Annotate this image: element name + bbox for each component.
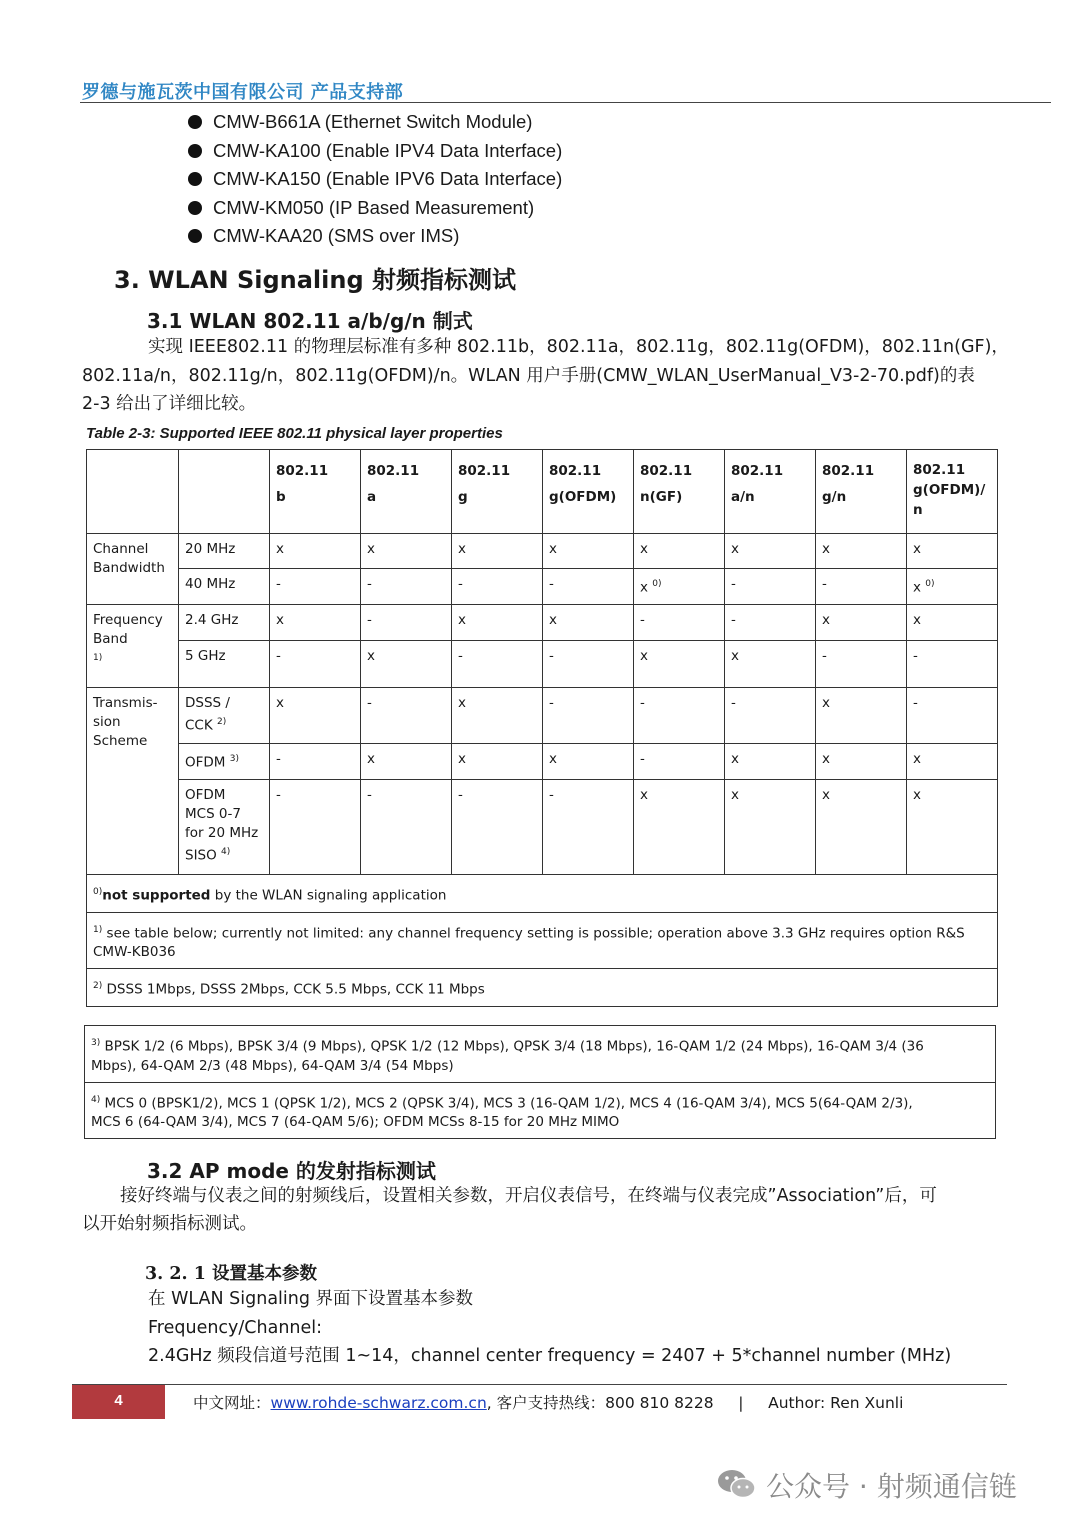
- group-label-frequency: Frequency Band $^{1)}$: [87, 605, 179, 688]
- list-item: CMW-B661A (Ethernet Switch Module): [188, 108, 562, 137]
- section-3-2-paragraph-line-2: 以开始射频指标测试。: [82, 1214, 257, 1234]
- page-number: 4: [72, 1385, 165, 1419]
- table-caption: Table 2-3: Supported IEEE 802.11 physical layer properties: [86, 425, 503, 442]
- group-label-bandwidth: Channel Bandwidth: [87, 534, 179, 605]
- footer-divider: [72, 1384, 1007, 1385]
- row-label: 2.4 GHz: [179, 605, 270, 641]
- table-note-row: [87, 969, 998, 1007]
- table-header-row: [87, 450, 998, 534]
- row-label: 5 GHz: [179, 641, 270, 688]
- table-header-cell: 802.11 a: [361, 450, 452, 534]
- table-note-row: [85, 1026, 996, 1083]
- row-label: DSSS / CCK $^{2)}$: [179, 688, 270, 744]
- table-row: OFDM $^{3)}$ - x x x - x x x: [87, 744, 998, 780]
- section-3-2-heading: 3.2 AP mode 的发射指标测试: [147, 1159, 436, 1183]
- footnote-0: $^{0)}$not supported by the WLAN signaling application: [87, 875, 998, 913]
- phy-properties-table-continued: [84, 1025, 996, 1139]
- section-3-2-1-line-2: Frequency/Channel:: [148, 1318, 323, 1338]
- list-item: CMW-KA100 (Enable IPV4 Data Interface): [188, 137, 562, 166]
- table-row: Channel Bandwidth 20 MHz x x x x x x x x: [87, 534, 998, 569]
- bullet-icon: [188, 144, 202, 158]
- wechat-icon: [716, 1468, 758, 1500]
- table-note-row: [85, 1082, 996, 1139]
- section-3-2-paragraph-line-1: 接好终端与仪表之间的射频线后，设置相关参数，开启仪表信号，在终端与仪表完成”Association”后，可: [120, 1186, 937, 1206]
- table-row: 40 MHz - - - - x $^{0)}$ - - x $^{0)}$: [87, 569, 998, 605]
- table-row: Transmis- sion Scheme DSSS / CCK $^{2)}$ x - x - - - x -: [87, 688, 998, 744]
- row-label: 40 MHz: [179, 569, 270, 605]
- bullet-icon: [188, 229, 202, 243]
- section-3-2-1-line-1: 在 WLAN Signaling 界面下设置基本参数: [148, 1289, 474, 1309]
- section-3-1-heading: 3.1 WLAN 802.11 a/b/g/n 制式: [147, 309, 473, 333]
- watermark: 公众号 · 射频通信链: [766, 1470, 1017, 1503]
- footer-text: 中文网址：www.rohde-schwarz.com.cn, 客户支持热线：800 810 8228 | Author: Ren Xunli: [193, 1394, 904, 1412]
- bullet-icon: [188, 115, 202, 129]
- table-header-cell: 802.11 n(GF): [634, 450, 725, 534]
- header-divider: [80, 102, 1051, 103]
- row-label: 20 MHz: [179, 534, 270, 569]
- list-item: CMW-KA150 (Enable IPV6 Data Interface): [188, 165, 562, 194]
- table-row: 5 GHz - x - - x x - -: [87, 641, 998, 688]
- table-header-cell: 802.11 g(OFDM)/ n: [907, 450, 998, 534]
- section-3-2-1-heading: 3. 2. 1 设置基本参数: [145, 1264, 317, 1284]
- table-row: OFDM MCS 0-7 for 20 MHz SISO $^{4)}$ - - - - x x x x: [87, 780, 998, 875]
- footnote-4: $^{4)}$ MCS 0 (BPSK1/2), MCS 1 (QPSK 1/2), MCS 2 (QPSK 3/4), MCS 3 (16-QAM 1/2), MCS 4 (16-QAM 3/4), MCS 5(64-QAM 2/3), MCS 6 (64-QAM 3/4), MCS 7 (64-QAM 5/6); OFDM MCSs 8-15 for 20 MHz MIMO: [85, 1082, 996, 1139]
- group-label-transmission: Transmis- sion Scheme: [87, 688, 179, 875]
- bullet-icon: [188, 172, 202, 186]
- list-item: CMW-KM050 (IP Based Measurement): [188, 194, 562, 223]
- table-header-cell: [87, 450, 179, 534]
- section-3-2-1-line-3: 2.4GHz 频段信道号范围 1~14，channel center frequency = 2407 + 5*channel number (MHz): [148, 1346, 952, 1366]
- table-note-row: [87, 912, 998, 969]
- table-header-cell: [179, 450, 270, 534]
- list-item: CMW-KAA20 (SMS over IMS): [188, 222, 562, 251]
- row-label: OFDM $^{3)}$: [179, 744, 270, 780]
- table-header-cell: 802.11 g(OFDM): [543, 450, 634, 534]
- table-header-cell: 802.11 a/n: [725, 450, 816, 534]
- row-label: OFDM MCS 0-7 for 20 MHz SISO $^{4)}$: [179, 780, 270, 875]
- phy-properties-table: [86, 449, 998, 1007]
- section-3-heading: 3. WLAN Signaling 射频指标测试: [114, 266, 516, 294]
- section-3-1-paragraph-line-1: 实现 IEEE802.11 的物理层标准有多种 802.11b，802.11a，802.11g，802.11g(OFDM)，802.11n(GF)，: [148, 337, 1009, 357]
- table-row: Frequency Band $^{1)}$ 2.4 GHz x - x x - - x x: [87, 605, 998, 641]
- table-header-cell: 802.11 g: [452, 450, 543, 534]
- section-3-1-paragraph-line-2: 802.11a/n，802.11g/n，802.11g(OFDM)/n。WLAN 用户手册(CMW_WLAN_UserManual_V3-2-70.pdf)的表: [82, 366, 975, 386]
- website-link[interactable]: www.rohde-schwarz.com.cn: [270, 1394, 487, 1412]
- table-header-cell: 802.11 g/n: [816, 450, 907, 534]
- footnote-2: $^{2)}$ DSSS 1Mbps, DSSS 2Mbps, CCK 5.5 Mbps, CCK 11 Mbps: [87, 969, 998, 1007]
- section-3-1-paragraph-line-3: 2-3 给出了详细比较。: [82, 394, 257, 414]
- table-note-row: [87, 875, 998, 913]
- footnote-3: $^{3)}$ BPSK 1/2 (6 Mbps), BPSK 3/4 (9 Mbps), QPSK 1/2 (12 Mbps), QPSK 3/4 (18 Mbps), 16-QAM 1/2 (24 Mbps), 16-QAM 3/4 (36 Mbps), 64-QAM 2/3 (48 Mbps), 64-QAM 3/4 (54 Mbps): [85, 1026, 996, 1083]
- table-header-cell: 802.11 b: [270, 450, 361, 534]
- bullet-icon: [188, 201, 202, 215]
- header-company: 罗德与施瓦茨中国有限公司 产品支持部: [82, 82, 404, 103]
- footnote-1: $^{1)}$ see table below; currently not limited: any channel frequency setting is possible; operation above 3.3 GHz requires option R&S CMW-KB036: [87, 912, 998, 969]
- option-list: [188, 108, 562, 251]
